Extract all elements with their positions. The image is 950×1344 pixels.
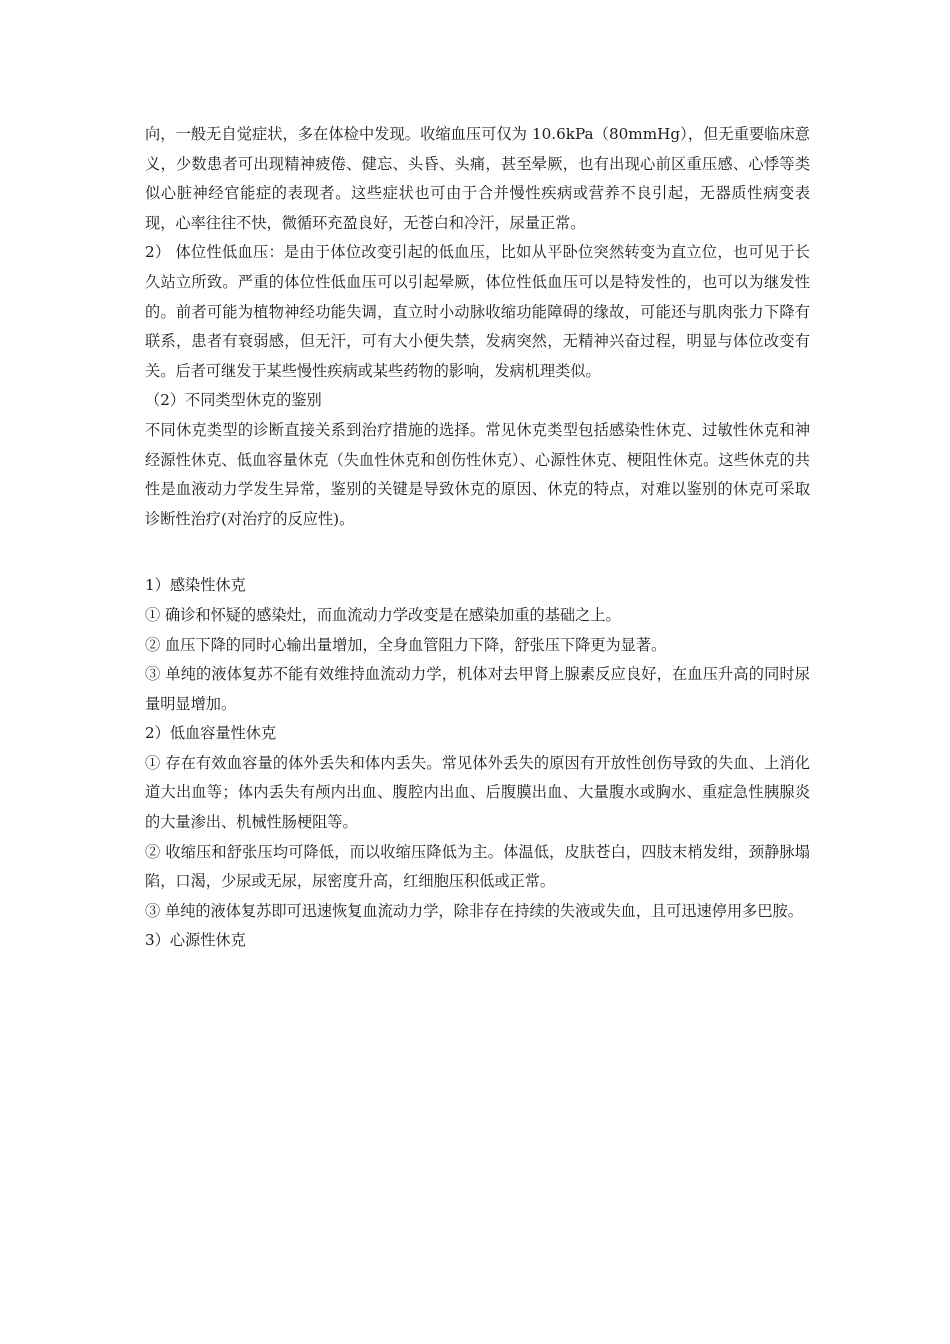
paragraph-postural-hypotension: 2） 体位性低血压：是由于体位改变引起的低血压，比如从平卧位突然转变为直立位，也可见于长久站立所致。严重的体位性低血压可以引起晕厥，体位性低血压可以是特发性的，也可以为继发性的。前者可能为植物神经功能失调，直立时小动脉收缩功能障碍的缘故，可能还与肌肉张力下降有联系，患者有衰弱感，但无汗，可有大小便失禁，发病突然，无精神兴奋过程，明显与体位改变有关。后者可继发于某些慢性疾病或某些药物的影响，发病机理类似。 <box>145 243 810 380</box>
subheading-cardiogenic-shock: 3）心源性休克 <box>145 931 246 950</box>
document-page <box>145 120 810 956</box>
list-item-septic-3: ③ 单纯的液体复苏不能有效维持血流动力学，机体对去甲肾上腺素反应良好，在血压升高的同时尿量明显增加。 <box>145 665 810 713</box>
list-item-septic-2: ② 血压下降的同时心输出量增加，全身血管阻力下降，舒张压下降更为显著。 <box>145 635 667 654</box>
paragraph-asymptomatic-hypotension: 向，一般无自觉症状，多在体检中发现。收缩血压可仅为 10.6kPa（80mmHg），但无重要临床意义，少数患者可出现精神疲倦、健忘、头昏、头痛，甚至晕厥，也有出现心前区重压感、心悸等类似心脏神经官能症的表现者。这些症状也可由于合并慢性疾病或营养不良引起，无器质性病变表现，心率往往不快，微循环充盈良好，无苍白和冷汗，尿量正常。 <box>145 125 810 232</box>
list-item-hypovolemic-3: ③ 单纯的液体复苏即可迅速恢复血流动力学，除非存在持续的失液或失血，且可迅速停用多巴胺。 <box>145 901 803 920</box>
list-item-septic-1: ① 确诊和怀疑的感染灶，而血流动力学改变是在感染加重的基础之上。 <box>145 605 621 624</box>
subheading-septic-shock: 1）感染性休克 <box>145 576 246 595</box>
list-item-hypovolemic-2: ② 收缩压和舒张压均可降低，而以收缩压降低为主。体温低，皮肤苍白，四肢末梢发绀，颈静脉塌陷，口渴，少尿或无尿，尿密度升高，红细胞压积低或正常。 <box>145 842 810 891</box>
section-heading-shock-differentiation: （2）不同类型休克的鉴别 <box>145 391 322 410</box>
blank-line <box>145 534 810 571</box>
paragraph-shock-types: 不同休克类型的诊断直接关系到治疗措施的选择。常见休克类型包括感染性休克、过敏性休克和神经源性休克、低血容量休克（失血性休克和创伤性休克）、心源性休克、梗阻性休克。这些休克的共性是血液动力学发生异常，鉴别的关键是导致休克的原因、休克的特点，对难以鉴别的休克可采取诊断性治疗(对治疗的反应性)。 <box>145 420 810 528</box>
list-item-hypovolemic-1: ① 存在有效血容量的体外丢失和体内丢失。常见体外丢失的原因有开放性创伤导致的失血、上消化道大出血等；体内丢失有颅内出血、腹腔内出血、后腹膜出血、大量腹水或胸水、重症急性胰腺炎的大量渗出、机械性肠梗阻等。 <box>145 753 810 832</box>
subheading-hypovolemic-shock: 2）低血容量性休克 <box>145 724 277 743</box>
